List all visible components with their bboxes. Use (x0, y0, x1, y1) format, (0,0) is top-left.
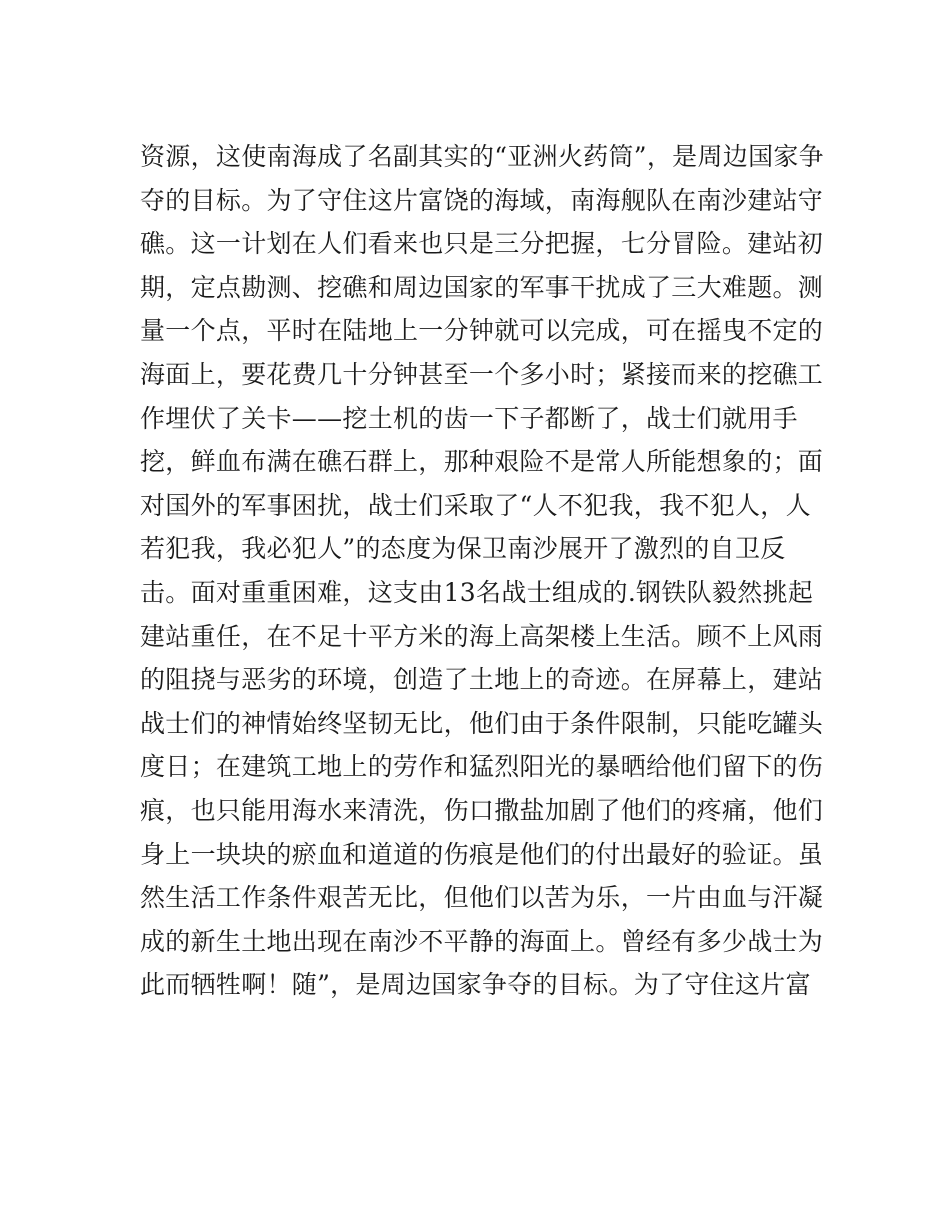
text-line: 资源，这使南海成了名副其实的“亚洲火药筒”，是周边国家争 (140, 142, 824, 171)
text-line: 然生活工作条件艰苦无比，但他们以苦为乐，一片由血与汗凝 (140, 883, 824, 913)
text-line: 此而牺牲啊！随”，是周边国家争夺的目标。为了守住这片富 (140, 970, 811, 1000)
text-line: 身上一块块的瘀血和道道的伤痕是他们的付出最好的验证。虽 (140, 839, 824, 869)
text-line: 战士们的神情始终坚韧无比，他们由于条件限制，只能吃罐头 (140, 708, 824, 738)
body-paragraph (140, 135, 824, 1007)
text-line: 若犯我，我必犯人”的态度为保卫南沙展开了激烈的自卫反 (140, 534, 786, 564)
text-line: 痕，也只能用海水来清洗，伤口撒盐加剧了他们的疼痛，他们 (140, 795, 824, 825)
text-line: 挖，鲜血布满在礁石群上，那种艰险不是常人所能想象的；面 (140, 447, 824, 477)
text-line: 建站重任，在不足十平方米的海上高架楼上生活。顾不上风雨 (140, 621, 824, 651)
text-line: 度日；在建筑工地上的劳作和猛烈阳光的暴晒给他们留下的伤 (140, 752, 824, 782)
text-line: 量一个点，平时在陆地上一分钟就可以完成，可在摇曳不定的 (140, 316, 824, 346)
text-line: 期，定点勘测、挖礁和周边国家的军事干扰成了三大难题。测 (140, 272, 824, 302)
text-line: 礁。这一计划在人们看来也只是三分把握，七分冒险。建站初 (140, 229, 824, 259)
text-line: 击。面对重重困难，这支由13名战士组成的.钢铁队毅然挑起 (140, 577, 814, 607)
text-line: 对国外的军事困扰，战士们采取了“人不犯我，我不犯人，人 (140, 490, 811, 520)
text-line: 作埋伏了关卡——挖土机的齿一下子都断了，战士们就用手 (140, 403, 798, 433)
text-line: 海面上，要花费几十分钟甚至一个多小时；紧接而来的挖礁工 (140, 359, 824, 389)
text-line: 的阻挠与恶劣的环境，创造了土地上的奇迹。在屏幕上，建站 (140, 665, 824, 695)
text-line: 成的新生土地出现在南沙不平静的海面上。曾经有多少战士为 (140, 926, 824, 956)
text-line: 夺的目标。为了守住这片富饶的海域，南海舰队在南沙建站守 (140, 185, 824, 215)
